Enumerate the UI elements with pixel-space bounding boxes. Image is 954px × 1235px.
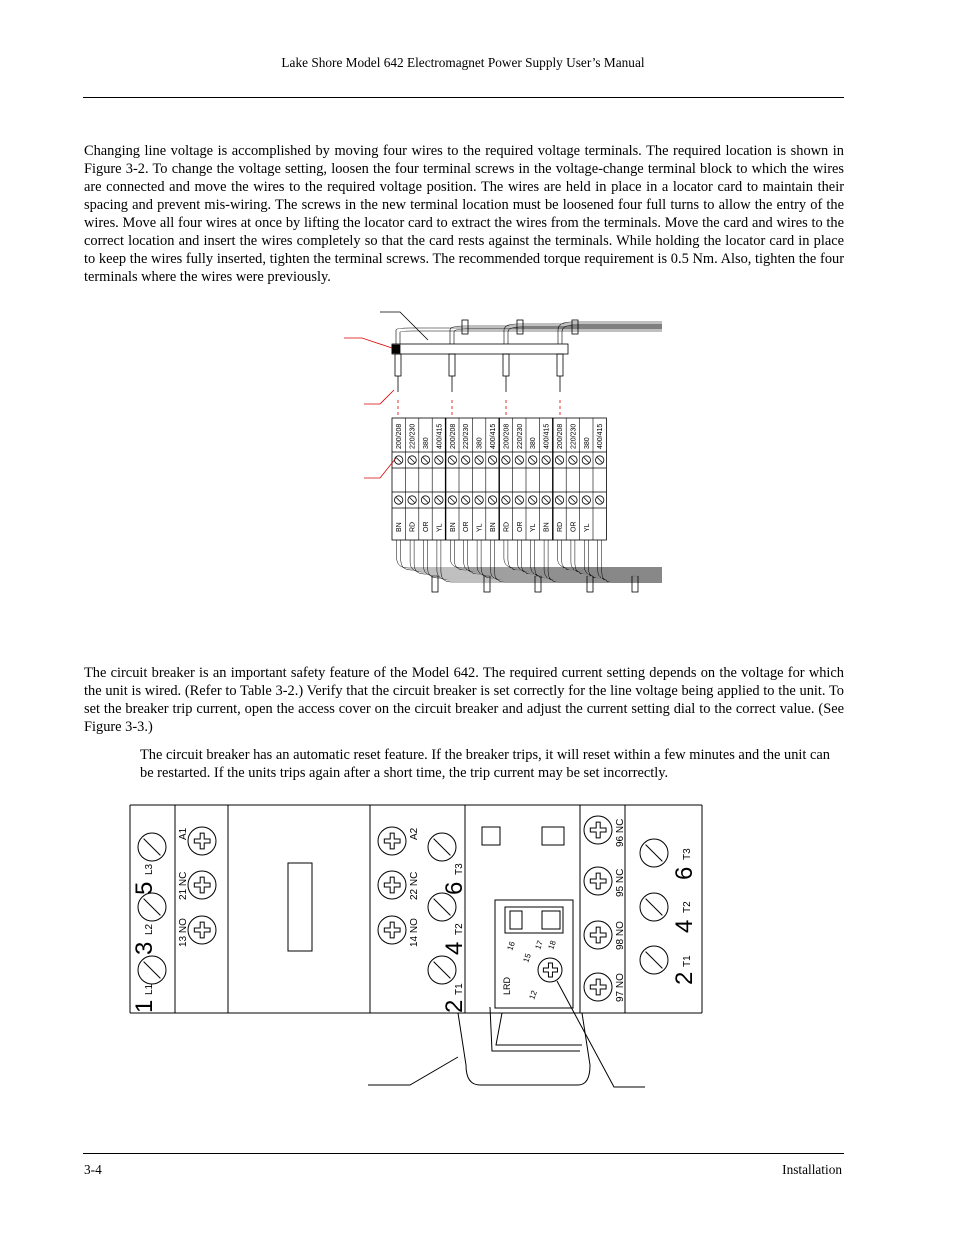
terminal-screw-lower-slot [597,497,602,502]
overload-contact-screw [584,816,612,844]
cable-tie [535,576,541,592]
breaker-note: The circuit breaker has an automatic reset feature. If the breaker trips, it will reset within a few minutes and the unit can be restarted. If the units trips again after a short time, the trip current may be set incorrectly. [140,747,830,781]
terminal-screw-lower-slot [503,497,508,502]
wire-label: YL [530,523,538,532]
aux-contact-label: 14 NO [409,918,420,947]
bottom-wire [504,540,662,568]
bottom-wire [414,540,662,574]
locator-card [392,344,568,354]
aux-contact-screw-cross [194,877,210,893]
aux-contact-screw [188,827,216,855]
overload-contact-label: 97 NO [615,973,626,1002]
overload-contact-screw [584,921,612,949]
wire-label: OR [423,521,430,532]
wire-label: YL [583,523,591,532]
aux-contact-label: A1 [178,827,189,840]
mode-switch [542,911,560,929]
terminal-screw-upper-slot [463,457,468,462]
bottom-wire [548,540,662,582]
wire-label: RD [557,521,564,532]
overload-contact-label: 95 NC [615,868,626,897]
terminal-screw-mid-slot [434,962,451,979]
reset-button [482,827,500,845]
bottom-wire [508,540,662,570]
terminal-screw-upper-slot [517,457,522,462]
terminal-screw-upper-slot [423,457,428,462]
aux-contact-screw-cross [384,833,400,849]
bottom-wire [584,540,662,576]
voltage-label: 220/230 [409,423,417,449]
top-wire [396,328,662,344]
callout-leader-dial [557,981,645,1087]
terminal-number: 5 [131,881,158,895]
aux-contact-screw [188,916,216,944]
aux-contact-screw [378,871,406,899]
terminal-label: T1 [682,955,693,967]
bottom-wire [575,540,662,574]
terminal-screw-lower-slot [530,497,535,502]
callout-leader [380,312,428,340]
terminal-number: 6 [441,881,468,895]
terminal-screw-lower-slot [396,497,401,502]
cable-tie [462,320,468,334]
terminal-screw-lower-slot [517,497,522,502]
terminal-screw-lower-slot [557,497,562,502]
voltage-label: 400/415 [490,423,497,449]
terminal-number: 6 [671,866,698,880]
aux-contact-screw-cross [194,833,210,849]
terminal-screw-upper-slot [450,457,455,462]
terminal-label: L1 [144,983,155,995]
header-rule [83,97,844,98]
terminal-label: T3 [682,848,693,860]
access-cover-inner [496,1013,582,1045]
locator-card-key [392,345,400,353]
cable-tie [587,576,593,592]
terminal-number: 1 [131,999,158,1013]
bottom-wire [521,540,662,574]
terminal-screw-lower-slot [477,497,482,502]
access-cover [458,1013,590,1085]
voltage-label: 380 [423,437,430,449]
terminal-screw-right-slot [646,952,663,969]
voltage-label: 200/208 [449,423,457,449]
voltage-label: 380 [583,437,591,449]
terminal-label: T2 [682,901,693,913]
terminal-screw-left-slot [144,899,161,916]
bottom-wire [401,540,662,570]
overload-contact-screw-cross [590,927,606,943]
voltage-label: 200/208 [503,423,511,449]
bottom-wire [454,540,662,570]
running-header: Lake Shore Model 642 Electromagnet Power Supply User’s Manual [281,55,645,70]
current-setting-dial-cross [543,963,557,977]
access-cover-inner [490,1007,580,1051]
wire-ferrule [395,354,401,376]
footer-rule [83,1153,844,1154]
bottom-wire [531,540,662,576]
cable-tie [432,576,438,592]
terminal-number: 2 [671,971,698,985]
voltage-label: 200/208 [396,423,404,449]
line-voltage-paragraph: Changing line voltage is accomplished by moving four wires to the required voltage terminals. The required location is shown in Figure 3-2. To change the voltage setting, loosen the four terminal screws in the voltage-change terminal block to which the wires are connected and move the wires to the required voltage position. The wires are held in place in a locator card to maintain their spacing and prevent mis-wiring. The screws in the new terminal location must be loosened four full turns to allow the entry of the wires. Move all four wires at once by lifting the locator card to extract the wires from the terminals. Move the card and wires to the correct location and insert the wires completely so that the card rests against the terminals. While holding the locator card in place to keep the wires fully inserted, tighten the terminal screws. The recommended torque requirement is 0.5 Nm. Also, tighten the four terminals where the wires were previously. [84,143,844,285]
overload-contact-screw [584,973,612,1001]
top-wire [400,331,662,344]
terminal-screw-upper-slot [396,457,401,462]
dial-label: LRD [502,976,512,995]
aux-contact-label: A2 [409,827,420,840]
dial-scale-mark: 17 [533,939,545,951]
wire-label: OR [570,521,578,532]
bottom-wire [410,540,662,572]
wire-label: BN [396,522,404,532]
aux-contact-label: 22 NC [409,871,420,900]
terminal-label: T1 [454,983,465,995]
bottom-wire [477,540,662,576]
terminal-screw-lower-slot [570,497,575,502]
bottom-wire [424,540,663,576]
overload-contact-label: 98 NO [615,921,626,950]
aux-contact-label: 21 NC [178,871,189,900]
terminal-screw-lower-slot [490,497,495,502]
terminal-screw-lower-slot [584,497,589,502]
overload-contact-label: 96 NC [615,818,626,847]
terminal-number: 4 [671,919,698,933]
voltage-label: 380 [476,437,484,449]
voltage-label: 220/230 [516,423,524,449]
dial-scale-mark: 16 [505,940,517,952]
terminal-screw-lower-slot [463,497,468,502]
bottom-wire [441,540,662,582]
terminal-screw-left-slot [144,839,161,856]
cable-tie [632,576,638,592]
terminal-label: T2 [454,923,465,935]
wire-label: BN [449,522,457,532]
terminal-screw-upper-slot [584,457,589,462]
mode-switch [510,911,522,929]
aux-contact-screw [378,916,406,944]
terminal-screw-upper-slot [477,457,482,462]
terminal-screw-upper-slot [570,457,575,462]
terminal-number: 3 [131,941,158,955]
bottom-wire [397,540,662,568]
bottom-wire [428,540,663,578]
overload-contact-screw-cross [590,979,606,995]
bottom-wire [517,540,662,572]
aux-contact-screw-cross [384,922,400,938]
terminal-screw-lower-slot [410,497,415,502]
wire-label: OR [516,521,524,532]
cable-tie [484,576,490,592]
terminal-screw-mid-slot [434,839,451,856]
terminal-screw-lower-slot [450,497,455,502]
callout-leader [364,390,394,404]
bottom-wire [588,540,662,578]
terminal-label: L2 [144,923,155,935]
terminal-screw-upper-slot [544,457,549,462]
terminal-screw-upper-slot [503,457,508,462]
terminal-label: L3 [144,863,155,875]
terminal-screw-right-slot [646,899,663,916]
terminal-screw-upper-slot [557,457,562,462]
aux-contact-label: 13 NO [178,918,189,947]
overload-contact-screw [584,867,612,895]
terminal-screw-lower-slot [423,497,428,502]
wire-label: YL [476,523,484,532]
aux-contact-screw-cross [194,922,210,938]
wire-label: OR [463,521,471,532]
voltage-label: 220/230 [463,423,471,449]
terminal-screw-upper-slot [410,457,415,462]
page-number: 3-4 [84,1162,102,1177]
test-button [542,827,564,845]
wire-label: BN [543,522,551,532]
dial-scale-mark: 15 [521,952,533,964]
terminal-screw-lower-slot [544,497,549,502]
callout-leader [344,338,392,348]
indicator-window [288,863,312,951]
terminal-screw-right-slot [646,845,663,862]
wire-ferrule [449,354,455,376]
terminal-block-figure [340,300,680,600]
wire-label: RD [503,521,511,532]
wire-label: YL [436,523,444,532]
dial-scale-mark: 18 [546,939,558,951]
overload-contact-screw-cross [590,873,606,889]
terminal-label: T3 [454,863,465,875]
bottom-wire [450,540,662,568]
terminal-screw-upper-slot [490,457,495,462]
aux-contact-screw-cross [384,877,400,893]
bottom-wire [535,540,662,578]
bottom-wire [468,540,662,574]
voltage-label: 200/208 [557,423,564,449]
dial-scale-mark: 12 [527,989,539,1001]
terminal-screw-lower-slot [436,497,441,502]
voltage-label: 220/230 [570,423,578,449]
terminal-screw-upper-slot [597,457,602,462]
top-wire [508,327,662,344]
aux-contact-screw [188,871,216,899]
current-setting-dial [538,958,562,982]
voltage-label: 400/415 [597,423,605,449]
breaker-paragraph: The circuit breaker is an important safety feature of the Model 642. The required current setting depends on the voltage for which the unit is wired. (Refer to Table 3-2.) Verify that the circuit breaker is set correctly for the line voltage being applied to the unit. To set the breaker trip current, open the access cover on the circuit breaker and adjust the current setting dial to the correct value. (See Figure 3-3.) [84,665,844,735]
bottom-wire [481,540,662,578]
wire-label: BN [490,522,497,532]
bottom-wire [558,540,663,568]
wire-ferrule [557,354,563,376]
terminal-number: 4 [441,941,468,955]
terminal-number: 2 [441,999,468,1013]
circuit-breaker-figure [120,795,720,1095]
voltage-label: 400/415 [436,423,444,449]
terminal-screw-upper-slot [436,457,441,462]
terminal-screw-mid-slot [434,899,451,916]
terminal-screw-left-slot [144,962,161,979]
wire-ferrule [503,354,509,376]
terminal-screw-upper-slot [530,457,535,462]
callout-leader-cover [368,1057,458,1085]
aux-contact-screw [378,827,406,855]
voltage-label: 380 [530,437,538,449]
voltage-label: 400/415 [543,423,551,449]
wire-label: RD [409,521,417,532]
footer-section: Installation [782,1162,842,1177]
overload-contact-screw-cross [590,822,606,838]
bottom-wire [562,540,663,570]
callout-leader [364,458,396,478]
bottom-wire [464,540,662,572]
